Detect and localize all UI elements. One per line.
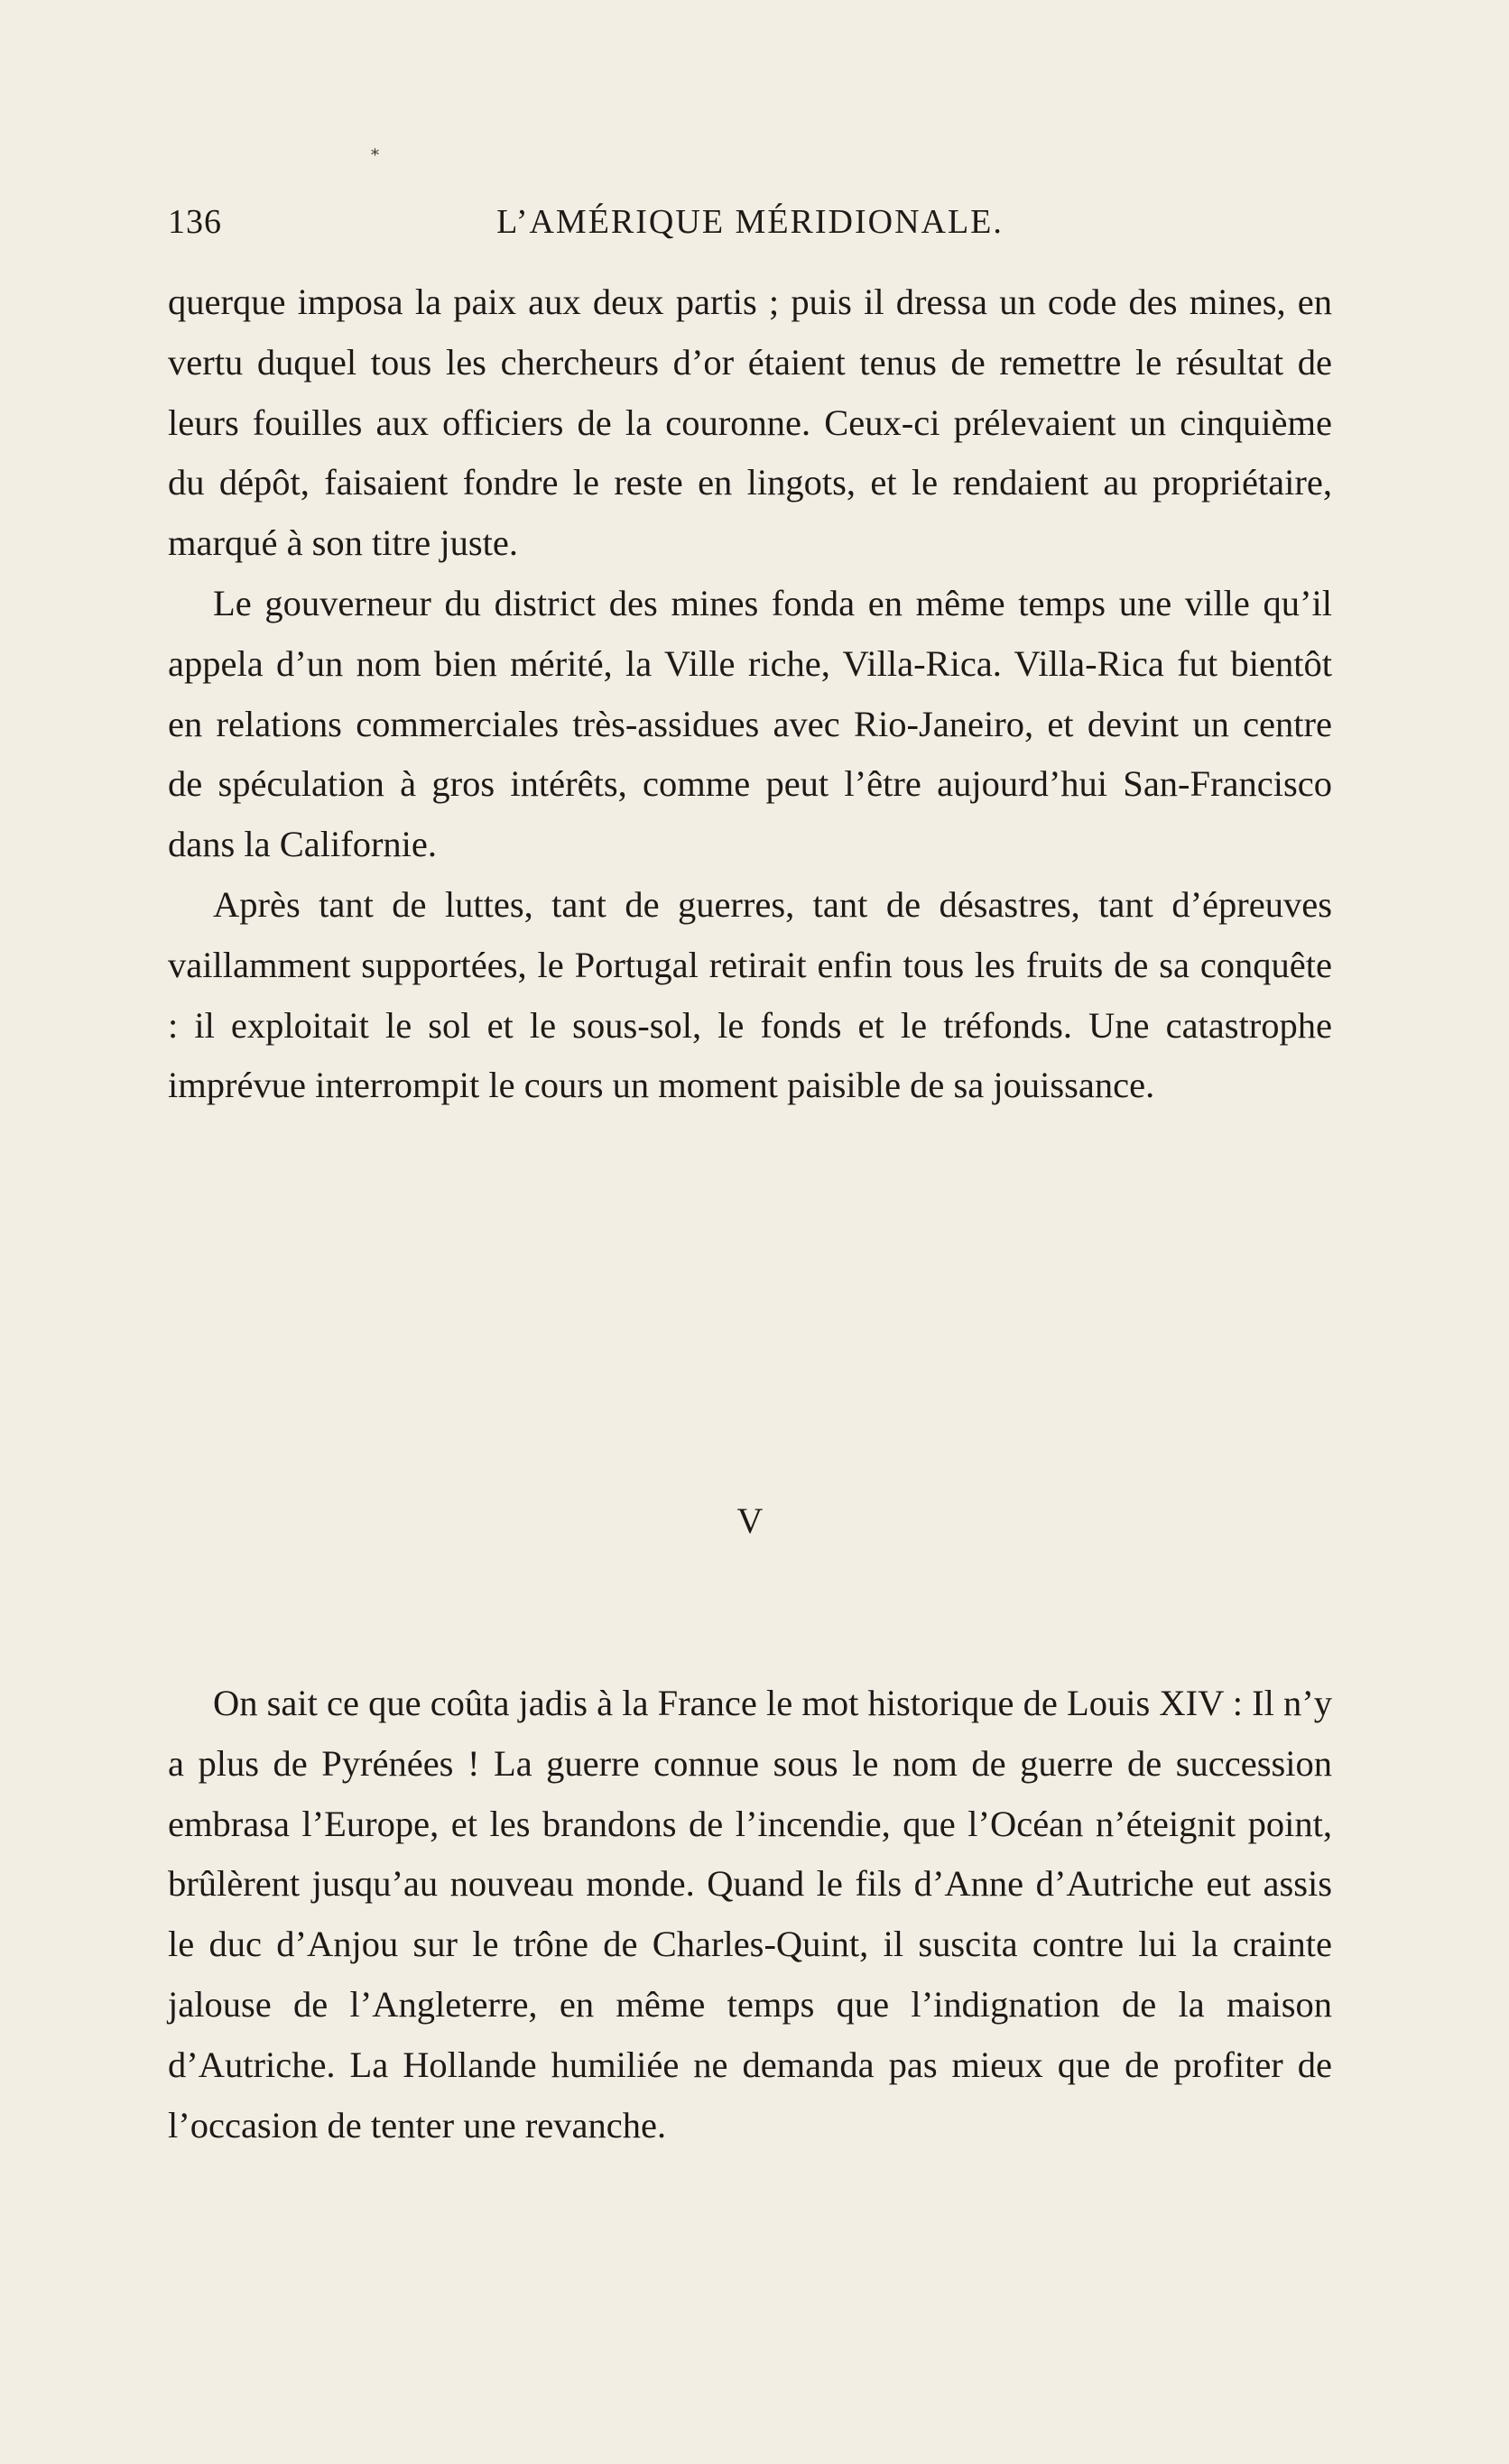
running-title: L’AMÉRIQUE MÉRIDIONALE. xyxy=(496,203,1004,241)
text-block-after-section xyxy=(168,1674,1332,2155)
print-mark: ⁎ xyxy=(371,141,379,159)
paragraph-portugal: Après tant de luttes, tant de guerres, tant de désastres, tant d’épreuves vaillamment supportées, le Portugal retirait enfin tous les fruits de sa conquête : il exploitait le sol et le sous-sol, le fonds et le tréfonds. Une catastrophe imprévue interrompit le cours un moment paisible de sa jouissance. xyxy=(168,883,1332,1106)
text-block-before-section xyxy=(168,272,1332,1116)
page-header xyxy=(168,202,1332,247)
section-heading: V xyxy=(736,1500,764,1541)
paragraph-succession-war: On sait ce que coûta jadis à la France le mot historique de Louis XIV : Il n’y a plus de Pyrénées ! La guerre connue sous le nom de guerre de succession embrasa l’Europe, et les brandons de l’incendie, que l’Océan n’éteignit point, brûlèrent jusqu’au nouveau monde. Quand le fils d’Anne d’Autriche eut assis le duc d’Anjou sur le trône de Charles-Quint, il suscita contre lui la crainte jalouse de l’Angleterre, en même temps que l’indignation de la maison d’Autriche. La Hollande humiliée ne demanda pas mieux que de profiter de l’occasion de tenter une revanche. xyxy=(168,1683,1332,2146)
page-number: 136 xyxy=(168,203,222,241)
paragraph-continued: querque imposa la paix aux deux partis ; puis il dressa un code des mines, en vertu duquel tous les chercheurs d’or étaient tenus de remettre le résultat de leurs fouilles aux officiers de la couronne. Ceux-ci prélevaient un cinquième du dépôt, faisaient fondre le reste en lingots, et le rendaient au propriétaire, marqué à son titre juste. xyxy=(168,281,1332,564)
paragraph-villa-rica: Le gouverneur du district des mines fonda en même temps une ville qu’il appela d’un nom bien mérité, la Ville riche, Villa-Rica. Villa-Rica fut bientôt en relations commerciales très-assidues avec Rio-Janeiro, et devint un centre de spéculation à gros intérêts, comme peut l’être aujourd’hui San-Francisco dans la Californie. xyxy=(168,582,1332,865)
